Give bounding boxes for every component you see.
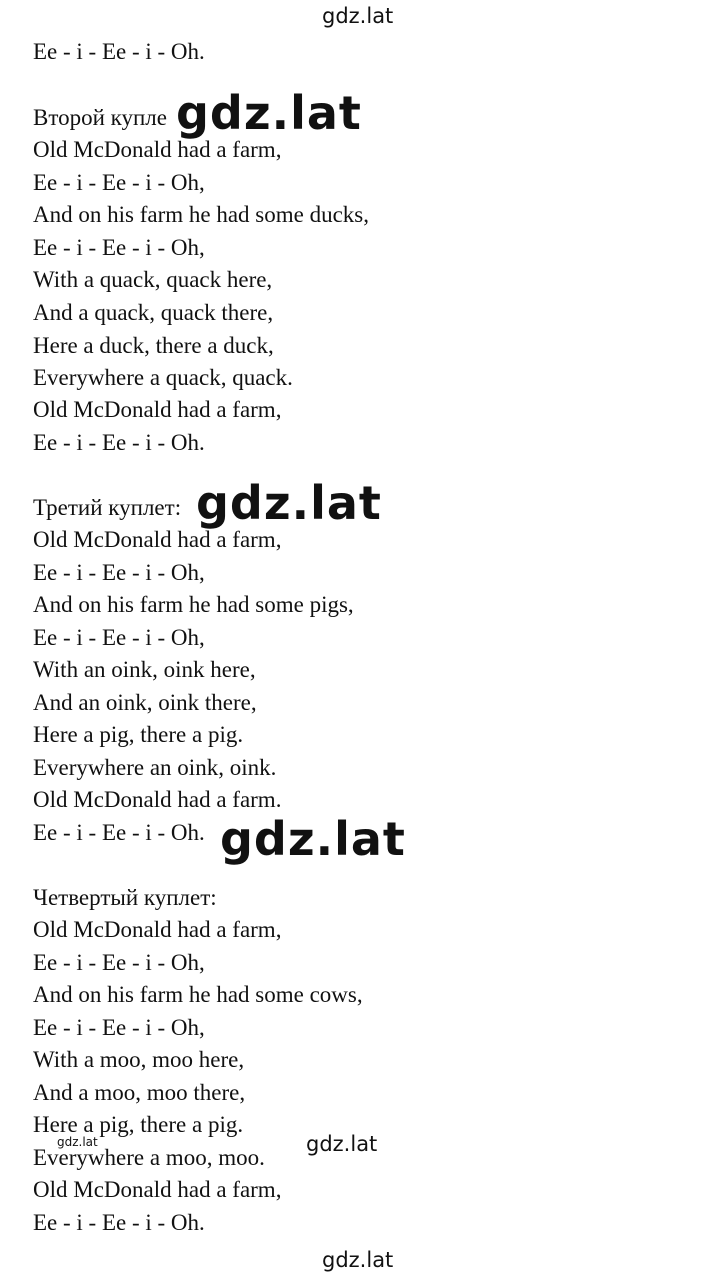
lyric-line: And on his farm he had some pigs, xyxy=(33,592,354,617)
watermark-tiny: gdz.lat xyxy=(57,1135,98,1149)
lyric-line: Old McDonald had a farm, xyxy=(33,1177,282,1202)
watermark-big-1: gdz.lat xyxy=(176,86,362,140)
watermark-big-2: gdz.lat xyxy=(196,476,382,530)
lyric-line: Here a duck, there a duck, xyxy=(33,333,274,358)
lyric-line: With a moo, moo here, xyxy=(33,1047,245,1072)
lyric-line: Old McDonald had a farm, xyxy=(33,137,282,162)
lyric-line: Everywhere an oink, oink. xyxy=(33,755,277,780)
lyric-line: Ee - i - Ee - i - Oh, xyxy=(33,1015,205,1040)
lyric-line: Old McDonald had a farm, xyxy=(33,527,282,552)
lyric-line: Ee - i - Ee - i - Oh, xyxy=(33,235,205,260)
lyric-line: And an oink, oink there, xyxy=(33,690,257,715)
lyric-line: With an oink, oink here, xyxy=(33,657,256,682)
lyric-line: Here a pig, there a pig. xyxy=(33,722,244,747)
watermark-top: gdz.lat xyxy=(322,4,394,28)
lyric-line: Ee - i - Ee - i - Oh, xyxy=(33,170,205,195)
lyric-line: Ee - i - Ee - i - Oh. xyxy=(33,430,205,455)
lyric-line: Everywhere a moo, moo. xyxy=(33,1145,265,1170)
lyric-line: Old McDonald had a farm. xyxy=(33,787,282,812)
watermark-mid: gdz.lat xyxy=(306,1132,378,1156)
lyric-line: With a quack, quack here, xyxy=(33,267,273,292)
lyric-line: And a quack, quack there, xyxy=(33,300,274,325)
lyric-line: Old McDonald had a farm, xyxy=(33,397,282,422)
lyric-line: And a moo, moo there, xyxy=(33,1080,246,1105)
lyric-line: Ee - i - Ee - i - Oh. xyxy=(33,820,205,845)
lyric-line: Here a pig, there a pig. xyxy=(33,1112,244,1137)
verse-heading-4: Четвертый куплет: xyxy=(33,885,217,910)
watermark-bottom: gdz.lat xyxy=(322,1248,394,1272)
lyric-line: Ee - i - Ee - i - Oh, xyxy=(33,625,205,650)
lyric-line: Old McDonald had a farm, xyxy=(33,917,282,942)
watermark-big-3: gdz.lat xyxy=(220,812,406,866)
lyric-line: Everywhere a quack, quack. xyxy=(33,365,293,390)
lyric-line: Ee - i - Ee - i - Oh. xyxy=(33,1210,205,1235)
lyric-line: Ee - i - Ee - i - Oh. xyxy=(33,39,205,64)
lyric-line: Ee - i - Ee - i - Oh, xyxy=(33,950,205,975)
verse-heading-2: Второй купле xyxy=(33,105,167,130)
lyric-line: And on his farm he had some cows, xyxy=(33,982,363,1007)
lyric-line: And on his farm he had some ducks, xyxy=(33,202,369,227)
lyric-line: Ee - i - Ee - i - Oh, xyxy=(33,560,205,585)
verse-heading-3: Третий куплет: xyxy=(33,495,182,520)
